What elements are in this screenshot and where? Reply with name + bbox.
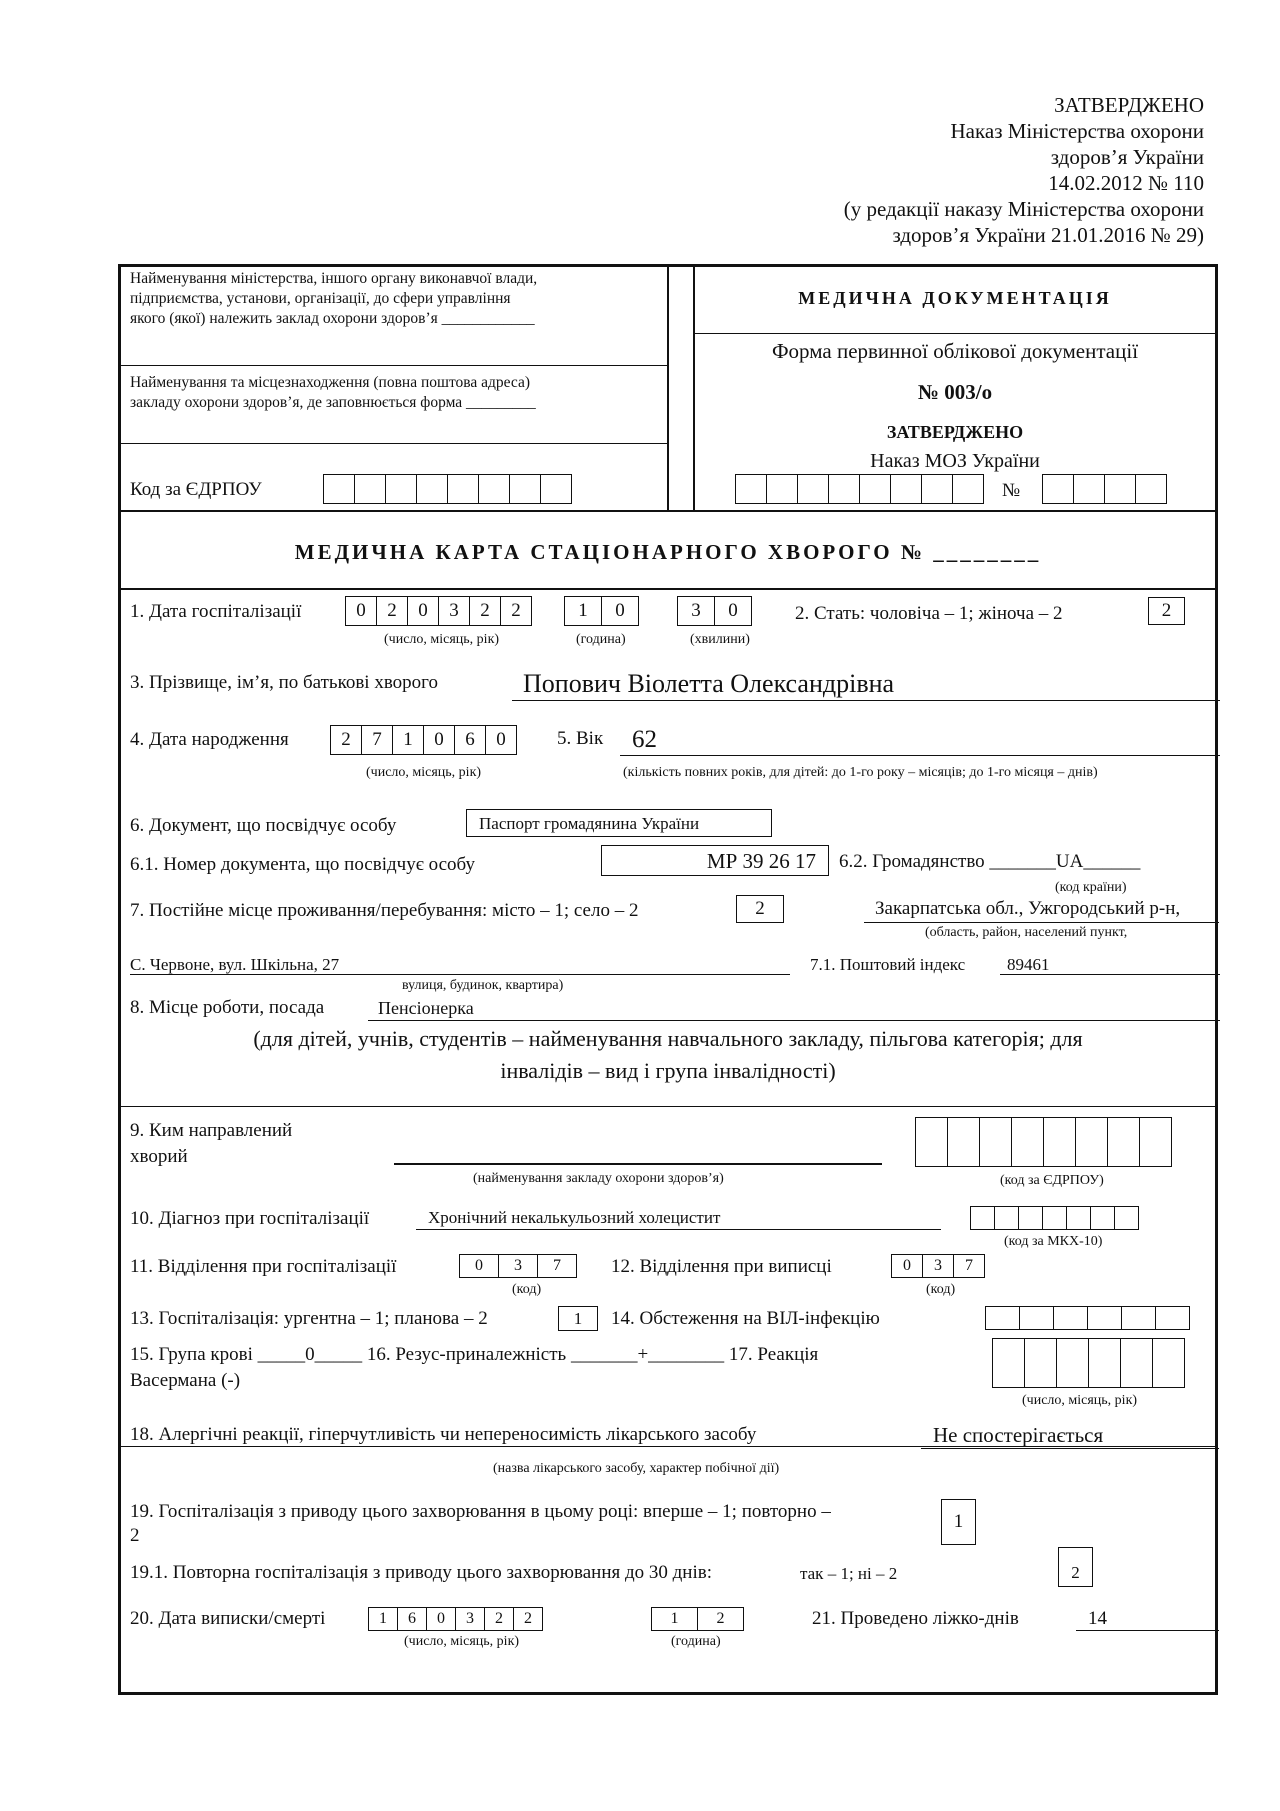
approval-line: (у редакції наказу Міністерства охорони xyxy=(843,197,1204,221)
referral-edrpou-cells[interactable] xyxy=(916,1117,1172,1147)
postal-value[interactable]: 89461 xyxy=(1007,955,1050,974)
divider xyxy=(119,1106,1217,1107)
edrpou-label: Код за ЄДРПОУ xyxy=(130,479,262,500)
repeat30-label: 19.1. Повторна госпіталізація з приводу цього захворювання до 30 днів: xyxy=(130,1562,713,1583)
digit-cell[interactable]: 1 xyxy=(368,1607,398,1631)
digit-cell[interactable]: 3 xyxy=(922,1254,954,1278)
age-label: 5. Вік xyxy=(557,728,604,749)
digit-cell[interactable]: 2 xyxy=(484,1607,514,1631)
diagnosis-underline xyxy=(416,1229,941,1230)
min-hint: (хвилини) xyxy=(690,632,750,647)
bed-days-underline xyxy=(1076,1630,1219,1631)
hosp-type-box[interactable]: 1 xyxy=(558,1306,598,1331)
bed-days-value[interactable]: 14 xyxy=(1088,1608,1107,1629)
divider xyxy=(694,333,1216,334)
label-line: 9. Ким направлений xyxy=(130,1120,293,1141)
digit-cell[interactable] xyxy=(1011,1117,1044,1167)
digit-cell[interactable]: 0 xyxy=(485,725,517,755)
ministry-text: якого (якої) належить заклад охорони здоров’я ____________ xyxy=(130,310,535,327)
digit-cell[interactable] xyxy=(994,1206,1019,1230)
ministry-text: Найменування міністерства, іншого органу виконавчої влади, xyxy=(130,270,538,287)
work-label: 8. Місце роботи, посада xyxy=(130,997,325,1018)
hiv-label: 14. Обстеження на ВІЛ-інфекцію xyxy=(611,1308,880,1329)
digit-cell[interactable] xyxy=(509,474,541,504)
icd-hint: (код за МКХ-10) xyxy=(1004,1234,1103,1249)
approval-line: здоров’я України xyxy=(1050,145,1204,169)
bed-days-label: 21. Проведено ліжко-днів xyxy=(812,1608,1019,1629)
referral-label xyxy=(130,1118,292,1170)
work-value[interactable]: Пенсіонерка xyxy=(378,998,474,1018)
digit-cell[interactable] xyxy=(1088,1338,1121,1388)
facility-label xyxy=(130,373,655,413)
approval-header xyxy=(844,92,1204,248)
digit-cell[interactable]: 1 xyxy=(651,1607,698,1631)
digit-cell[interactable] xyxy=(890,474,922,504)
hosp-hour-cells[interactable] xyxy=(565,596,639,626)
dept-in-hint: (код) xyxy=(512,1282,542,1297)
digit-cell[interactable]: 0 xyxy=(407,596,439,626)
repeat-line: 19. Госпіталізація з приводу цього захворювання в цьому році: вперше – 1; повторно – xyxy=(130,1501,831,1522)
divider xyxy=(119,365,668,366)
form-line: Форма первинної облікової документації xyxy=(771,339,1139,363)
ministry-text: підприємства, установи, організації, до сфери управління xyxy=(130,290,511,307)
digit-cell[interactable]: 0 xyxy=(426,1607,456,1631)
patient-name[interactable]: Попович Віолетта Олександрівна xyxy=(523,669,895,698)
ministry-label xyxy=(130,269,655,329)
hosp-min-cells[interactable] xyxy=(678,596,752,626)
residence-type[interactable]: 2 xyxy=(736,895,784,923)
approval-line: ЗАТВЕРДЖЕНО xyxy=(1054,93,1204,117)
digit-cell[interactable] xyxy=(1075,1117,1108,1167)
digit-cell[interactable] xyxy=(766,474,798,504)
digit-cell[interactable] xyxy=(540,474,572,504)
digit-cell[interactable] xyxy=(859,474,891,504)
digit-cell[interactable] xyxy=(1114,1206,1139,1230)
digit-cell[interactable]: 2 xyxy=(330,725,362,755)
digit-cell[interactable]: 1 xyxy=(392,725,424,755)
digit-cell[interactable] xyxy=(1056,1338,1089,1388)
note-line: (для дітей, учнів, студентів – найменування навчального закладу, пільгова категорія; для xyxy=(253,1026,1083,1051)
age-hint: (кількість повних років, для дітей: до 1-го року – місяців; до 1-го місяця – днів) xyxy=(623,765,1098,780)
divider xyxy=(119,443,668,444)
repeat30-box[interactable]: 2 xyxy=(1058,1547,1093,1587)
approval-line: Наказ Міністерства охорони xyxy=(950,119,1204,143)
allergy-label: 18. Алергічні реакції, гіперчутливість чи непереносимість лікарського засобу xyxy=(130,1424,757,1445)
digit-cell[interactable]: 3 xyxy=(498,1254,538,1278)
doc-label: 6. Документ, що посвідчує особу xyxy=(130,815,397,836)
digit-cell[interactable]: 0 xyxy=(891,1254,923,1278)
wasserman-line: Васермана (-) xyxy=(130,1370,241,1391)
digit-cell[interactable]: 0 xyxy=(345,596,377,626)
street-hint: вулиця, будинок, квартира) xyxy=(402,978,564,993)
digit-cell[interactable] xyxy=(952,474,984,504)
hosp-date-cells[interactable] xyxy=(346,596,532,626)
country-hint: (код країни) xyxy=(1055,880,1127,895)
digit-cell[interactable] xyxy=(735,474,767,504)
citizenship: 6.2. Громадянство _______UA______ xyxy=(839,851,1141,872)
digit-cell[interactable] xyxy=(1087,1306,1122,1330)
digit-cell[interactable] xyxy=(323,474,355,504)
sex-label: 2. Стать: чоловіча – 1; жіноча – 2 xyxy=(795,603,1063,624)
digit-cell[interactable] xyxy=(1066,1206,1091,1230)
referral-underline xyxy=(394,1163,882,1165)
digit-cell[interactable] xyxy=(1120,1338,1153,1388)
digit-cell[interactable] xyxy=(921,474,953,504)
dept-in-label: 11. Відділення при госпіталізації xyxy=(130,1256,397,1277)
digit-cell[interactable] xyxy=(1155,1306,1190,1330)
doc-num-label: 6.1. Номер документа, що посвідчує особу xyxy=(130,854,475,875)
digit-cell[interactable] xyxy=(979,1117,1012,1167)
card-title: МЕДИЧНА КАРТА СТАЦІОНАРНОГО ХВОРОГО № ________ xyxy=(294,540,1042,564)
residence-label: 7. Постійне місце проживання/перебування: місто – 1; село – 2 xyxy=(130,900,639,921)
doc-type[interactable]: Паспорт громадянина України xyxy=(466,809,772,837)
digit-cell[interactable]: 2 xyxy=(376,596,408,626)
digit-cell[interactable]: 0 xyxy=(423,725,455,755)
repeat-box[interactable]: 1 xyxy=(941,1499,976,1545)
digit-cell[interactable] xyxy=(1053,1306,1088,1330)
divider xyxy=(119,588,1217,590)
digit-cell[interactable] xyxy=(1042,474,1074,504)
allergy-hint: (назва лікарського засобу, характер побічної дії) xyxy=(493,1461,780,1476)
hour-hint: (година) xyxy=(576,632,626,647)
digit-cell[interactable]: 3 xyxy=(455,1607,485,1631)
work-underline xyxy=(368,1020,1220,1021)
date-hint: (число, місяць, рік) xyxy=(384,632,500,647)
name-underline xyxy=(512,700,1220,701)
digit-cell[interactable] xyxy=(447,474,479,504)
digit-cell[interactable] xyxy=(385,474,417,504)
dob-cells[interactable] xyxy=(331,725,517,755)
digit-cell[interactable]: 0 xyxy=(601,596,639,626)
digit-cell[interactable] xyxy=(478,474,510,504)
icd-cells[interactable] xyxy=(971,1206,1139,1236)
dept-out-label: 12. Відділення при виписці xyxy=(611,1256,832,1277)
digit-cell[interactable]: 2 xyxy=(513,1607,543,1631)
blood-line: 15. Група крові _____0_____ 16. Резус-приналежність _______+________ 17. Реакція xyxy=(130,1344,819,1365)
order-label: Наказ МОЗ України xyxy=(870,450,1040,472)
digit-cell[interactable] xyxy=(1107,1117,1140,1167)
divider xyxy=(119,510,1217,512)
dob-hint: (число, місяць, рік) xyxy=(366,765,482,780)
dept-out-hint: (код) xyxy=(926,1282,956,1297)
digit-cell[interactable]: 7 xyxy=(537,1254,577,1278)
note-line: інвалідів – вид і група інвалідності) xyxy=(500,1058,836,1083)
region-hint: (область, район, населений пункт, xyxy=(925,925,1128,940)
wasserman-hint: (число, місяць, рік) xyxy=(1022,1393,1138,1408)
edrpou-cells[interactable] xyxy=(324,474,572,504)
order-no-sign: № xyxy=(1002,480,1021,501)
region-value[interactable]: Закарпатська обл., Ужгородський р-н, xyxy=(875,898,1181,919)
order-date-cells[interactable] xyxy=(736,474,984,504)
discharge-label: 20. Дата виписки/смерті xyxy=(130,1608,326,1629)
repeat-block xyxy=(130,1500,831,1548)
order-no-cells[interactable] xyxy=(1043,474,1167,504)
wasserman-cells[interactable] xyxy=(993,1338,1185,1368)
digit-cell[interactable]: 1 xyxy=(564,596,602,626)
digit-cell[interactable] xyxy=(354,474,386,504)
digit-cell[interactable]: 2 xyxy=(469,596,501,626)
sex-box[interactable]: 2 xyxy=(1148,597,1185,625)
approved-label: ЗАТВЕРДЖЕНО xyxy=(886,422,1024,442)
street-value[interactable]: С. Червоне, вул. Шкільна, 27 xyxy=(130,955,340,974)
digit-cell[interactable] xyxy=(416,474,448,504)
age-value[interactable]: 62 xyxy=(632,726,657,753)
approval-line: 14.02.2012 № 110 xyxy=(1048,171,1204,195)
digit-cell[interactable]: 6 xyxy=(397,1607,427,1631)
allergy-underline xyxy=(921,1448,1219,1449)
digit-cell[interactable] xyxy=(1152,1338,1185,1388)
blood-block xyxy=(130,1342,818,1394)
facility-text: закладу охорони здоров’я, де заповнюється форма _________ xyxy=(130,394,536,411)
facility-text: Найменування та місцезнаходження (повна поштова адреса) xyxy=(130,374,531,391)
form-number: № 003/о xyxy=(917,380,993,404)
digit-cell[interactable] xyxy=(1019,1306,1054,1330)
edrpou-hint: (код за ЄДРПОУ) xyxy=(1000,1173,1104,1188)
digit-cell[interactable] xyxy=(1043,1117,1076,1167)
discharge-date-hint: (число, місяць, рік) xyxy=(404,1634,520,1649)
digit-cell[interactable]: 2 xyxy=(697,1607,744,1631)
f1-label: 1. Дата госпіталізації xyxy=(130,601,302,622)
digit-cell[interactable] xyxy=(1135,474,1167,504)
approval-line: здоров’я України 21.01.2016 № 29) xyxy=(892,223,1204,247)
digit-cell[interactable]: 7 xyxy=(953,1254,985,1278)
repeat-line: 2 xyxy=(130,1525,140,1546)
digit-cell[interactable]: 6 xyxy=(454,725,486,755)
work-note xyxy=(119,1023,1217,1087)
med-doc-title: МЕДИЧНА ДОКУМЕНТАЦІЯ xyxy=(798,288,1112,308)
dept-out-cells[interactable] xyxy=(892,1254,985,1284)
doc-number[interactable]: МР 39 26 17 xyxy=(601,845,829,876)
discharge-date-cells[interactable] xyxy=(369,1607,543,1637)
digit-cell[interactable] xyxy=(985,1306,1020,1330)
digit-cell[interactable] xyxy=(1042,1206,1067,1230)
discharge-hour-cells[interactable] xyxy=(652,1607,744,1637)
digit-cell[interactable] xyxy=(1104,474,1136,504)
divider xyxy=(667,265,669,510)
digit-cell[interactable]: 7 xyxy=(361,725,393,755)
discharge-hour-hint: (година) xyxy=(671,1634,721,1649)
digit-cell[interactable]: 0 xyxy=(714,596,752,626)
digit-cell[interactable] xyxy=(915,1117,948,1167)
digit-cell[interactable] xyxy=(1139,1117,1172,1167)
hosp-type-label: 13. Госпіталізація: ургентна – 1; планова – 2 xyxy=(130,1308,488,1329)
dob-label: 4. Дата народження xyxy=(130,729,289,750)
digit-cell[interactable]: 3 xyxy=(438,596,470,626)
digit-cell[interactable] xyxy=(828,474,860,504)
dept-in-cells[interactable] xyxy=(460,1254,577,1284)
postal-label: 7.1. Поштовий індекс xyxy=(810,955,966,974)
digit-cell[interactable] xyxy=(947,1117,980,1167)
digit-cell[interactable] xyxy=(1024,1338,1057,1388)
digit-cell[interactable] xyxy=(992,1338,1025,1388)
repeat30-options: так – 1; ні – 2 xyxy=(800,1564,898,1583)
age-underline xyxy=(620,755,1220,756)
digit-cell[interactable] xyxy=(797,474,829,504)
referral-hint: (найменування закладу охорони здоров’я) xyxy=(473,1171,724,1186)
digit-cell[interactable] xyxy=(1073,474,1105,504)
label-line: хворий xyxy=(130,1146,188,1167)
digit-cell[interactable] xyxy=(1121,1306,1156,1330)
digit-cell[interactable]: 2 xyxy=(500,596,532,626)
allergy-value[interactable]: Не спостерігається xyxy=(933,1423,1104,1447)
digit-cell[interactable]: 0 xyxy=(459,1254,499,1278)
hiv-cells[interactable] xyxy=(986,1306,1190,1336)
region-underline xyxy=(864,922,1219,923)
diagnosis-label: 10. Діагноз при госпіталізації xyxy=(130,1208,370,1229)
name-label: 3. Прізвище, ім’я, по батькові хворого xyxy=(130,672,438,693)
digit-cell[interactable] xyxy=(1090,1206,1115,1230)
digit-cell[interactable] xyxy=(1018,1206,1043,1230)
digit-cell[interactable] xyxy=(970,1206,995,1230)
diagnosis-value[interactable]: Хронічний некалькульозний холецистит xyxy=(428,1208,721,1227)
digit-cell[interactable]: 3 xyxy=(677,596,715,626)
